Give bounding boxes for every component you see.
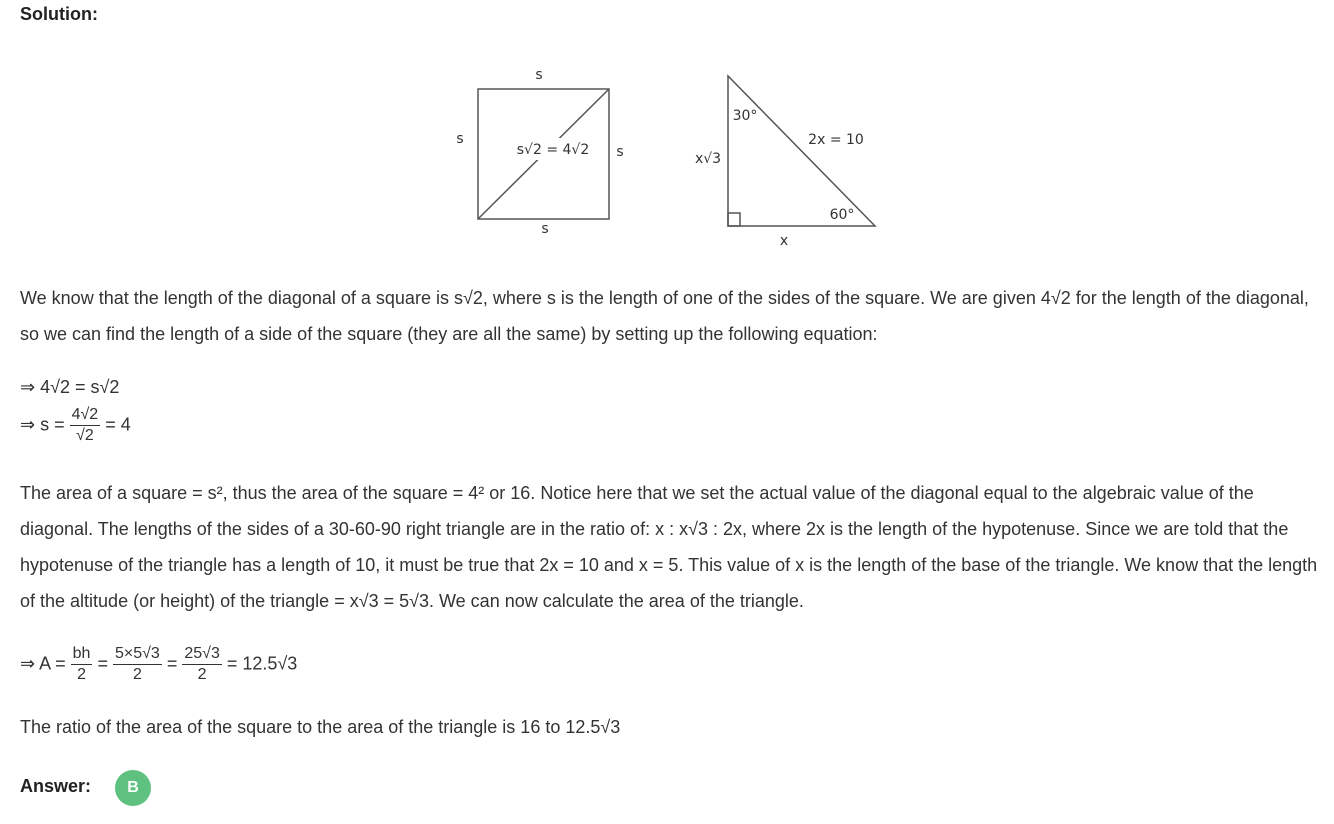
triangle-bottom-angle-label: 60° (829, 207, 855, 223)
equation-2 (20, 405, 131, 446)
equation-3-fraction-1-denominator: 2 (77, 666, 86, 683)
right-angle-marker (728, 213, 740, 226)
equation-3-fraction-2-denominator: 2 (132, 666, 142, 683)
equation-3-fraction-3-denominator: 2 (197, 666, 207, 683)
triangle-hypotenuse-label: 2x = 10 (808, 132, 864, 148)
equation-3-fraction-1-numerator: bh (71, 644, 93, 665)
equation-2-prefix: ⇒ s = (20, 414, 65, 435)
square-side-left-label: s (456, 131, 464, 147)
square-side-top-label: s (535, 67, 543, 83)
explanation-paragraph-1: We know that the length of the diagonal of a square is s√2, where s is the length of one of the sides of the square. We are given 4√2 for the length of the diagonal, so we can find the length of a side of the square (they are all the same) by setting up the following equation: (20, 288, 1309, 344)
equation-3-fraction-2 (113, 644, 162, 685)
equation-2-result: = 4 (105, 414, 131, 435)
equation-3-fraction-2-numerator: 5×5√3 (113, 644, 162, 665)
triangle-top-angle-label: 30° (732, 108, 758, 124)
equation-3-fraction-3 (182, 644, 221, 685)
equation-3-prefix: ⇒ A = (20, 653, 66, 674)
equation-1: ⇒ 4√2 = s√2 (20, 377, 120, 397)
solution-heading: Solution: (20, 4, 98, 24)
equation-2-numerator: 4√2 (70, 405, 101, 426)
square-side-right-label: s (616, 144, 624, 160)
answer-label: Answer: (20, 776, 92, 796)
answer-badge[interactable]: B (115, 770, 151, 806)
triangle-base-label: x (779, 233, 789, 249)
square-diagonal-label: s√2 = 4√2 (516, 142, 590, 158)
explanation-paragraph-3: The ratio of the area of the square to the area of the triangle is 16 to 12.5√3 (20, 717, 621, 737)
equation-2-denominator: √2 (76, 427, 94, 444)
equation-3-fraction-1 (71, 644, 93, 685)
triangle-height-label: x√3 (694, 151, 722, 167)
equation-3-fraction-3-numerator: 25√3 (182, 644, 221, 665)
equation-3 (20, 644, 297, 685)
square-side-bottom-label: s (541, 221, 549, 237)
triangle-shape (728, 76, 875, 226)
equals-sign: = (97, 653, 108, 674)
explanation-paragraph-2: The area of a square = s², thus the area of the square = 4² or 16. Notice here that we set the actual value of the diagonal equal to the algebraic value of the diagonal. The lengths of the sides of a 30-60-90 right triangle are in the ratio of: x : x√3 : 2x, where 2x is the length of the hypotenuse. Since we are told that the hypotenuse of the triangle has a length of 10, it must be true that 2x = 10 and x = 5. This value of x is the length of the base of the triangle. We know that the length of the altitude (or height) of the triangle = x√3 = 5√3. We can now calculate the area of the triangle. (20, 483, 1318, 611)
geometry-figure (0, 0, 1334, 260)
equation-3-result: = 12.5√3 (226, 653, 298, 674)
equals-sign: = (166, 653, 178, 674)
equation-2-fraction (70, 405, 101, 446)
